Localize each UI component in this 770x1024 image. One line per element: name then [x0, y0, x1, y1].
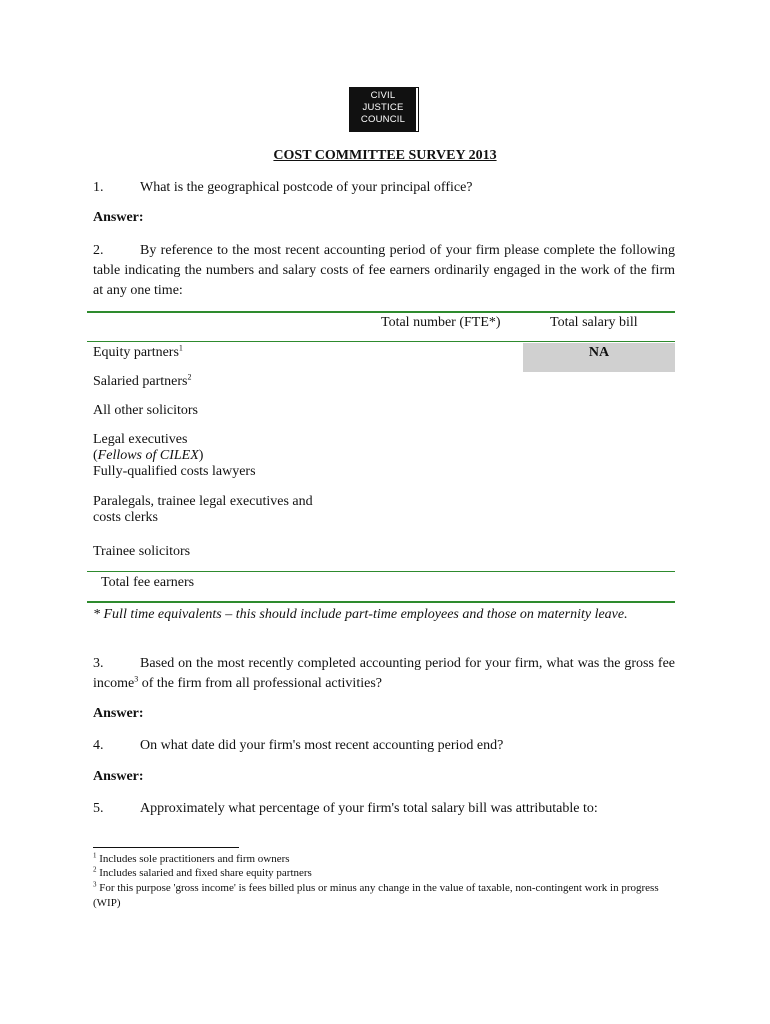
fellows-cilex-label: Fellows of CILEX: [97, 448, 199, 463]
question-4: [93, 736, 675, 756]
row-paralegals: [93, 494, 313, 526]
footnote-1-text: Includes sole practitioners and firm owners: [99, 853, 290, 865]
question-3-text-a: Based on the most recently completed accounting period for your firm, what was the gross fee income: [93, 656, 675, 691]
column-header-total-salary: Total salary bill: [550, 315, 638, 330]
row-equity-partners: [93, 345, 183, 361]
paren-close: ): [198, 448, 204, 463]
footnote-2-number: 2: [93, 865, 97, 874]
row-total-fee-earners: Total fee earners: [101, 575, 195, 590]
logo-line-justice: JUSTICE: [362, 102, 404, 113]
question-2: [93, 241, 675, 301]
equity-partners-salary-cell: [523, 343, 675, 372]
footnote-ref-2: 2: [187, 372, 192, 382]
footnote-ref-3: 3: [134, 674, 139, 684]
row-legal-executives: [93, 432, 256, 480]
logo-line-council: COUNCIL: [360, 114, 406, 125]
footnote-3-text: For this purpose 'gross income' is fees billed plus or minus any change in the value of taxable, non-contingent work in progress (WIP): [93, 882, 659, 909]
footnote-3: [93, 881, 675, 910]
civil-justice-council-logo: [350, 88, 418, 131]
table-bottom-rule: [87, 601, 675, 603]
question-3-text-b: of the firm from all professional activities?: [138, 676, 382, 691]
row-trainee-solicitors: Trainee solicitors: [93, 544, 191, 559]
document-title: COST COMMITTEE SURVEY 2013: [273, 148, 497, 163]
question-4-text: On what date did your firm's most recent accounting period end?: [140, 738, 504, 753]
row-paralegals-line2: costs clerks: [93, 510, 158, 525]
fte-note: * Full time equivalents – this should include part-time employees and those on maternity leave.: [93, 607, 628, 622]
question-1-text: What is the geographical postcode of your principal office?: [140, 180, 473, 195]
logo-line-civil: CIVIL: [370, 90, 396, 101]
question-5: [93, 799, 675, 819]
question-5-number: 5.: [93, 801, 104, 816]
row-salaried-partners: [93, 374, 191, 390]
footnote-2-text: Includes salaried and fixed share equity partners: [99, 867, 312, 879]
footnote-separator: [93, 847, 239, 848]
footnote-1: [93, 852, 675, 867]
row-fellows-cilex: [93, 448, 256, 464]
paren-open: (: [93, 448, 98, 463]
footnote-1-number: 1: [93, 851, 97, 860]
answer-3-label: Answer:: [93, 706, 144, 721]
answer-1-label: Answer:: [93, 210, 144, 225]
na-value: NA: [588, 345, 610, 360]
question-2-number: 2.: [93, 243, 104, 258]
question-1-number: 1.: [93, 180, 104, 195]
column-header-total-number: Total number (FTE*): [381, 315, 501, 330]
question-3-number: 3.: [93, 656, 104, 671]
question-2-text: By reference to the most recent accounting period of your firm please complete the following table indicating the numbers and salary costs of fee earners ordinarily engaged in the work of the firm at any one time:: [93, 243, 675, 298]
footnote-ref-1: 1: [178, 343, 183, 353]
question-5-text: Approximately what percentage of your firm's total salary bill was attributable to:: [140, 801, 598, 816]
table-total-rule: [87, 571, 675, 572]
table-top-rule: [87, 311, 675, 313]
row-salaried-partners-label: Salaried partners: [93, 374, 188, 389]
question-3: [93, 654, 675, 694]
row-other-solicitors: All other solicitors: [93, 403, 198, 418]
question-4-number: 4.: [93, 738, 104, 753]
question-1: [93, 178, 675, 198]
row-equity-partners-label: Equity partners: [93, 345, 179, 360]
table-header-rule: [87, 341, 675, 342]
row-costs-lawyers-label: Fully-qualified costs lawyers: [93, 464, 256, 479]
row-legal-executives-label: Legal executives: [93, 432, 188, 447]
row-paralegals-line1: Paralegals, trainee legal executives and: [93, 494, 313, 509]
footnote-3-number: 3: [93, 880, 97, 889]
footnote-2: [93, 866, 675, 881]
answer-4-label: Answer:: [93, 769, 144, 784]
